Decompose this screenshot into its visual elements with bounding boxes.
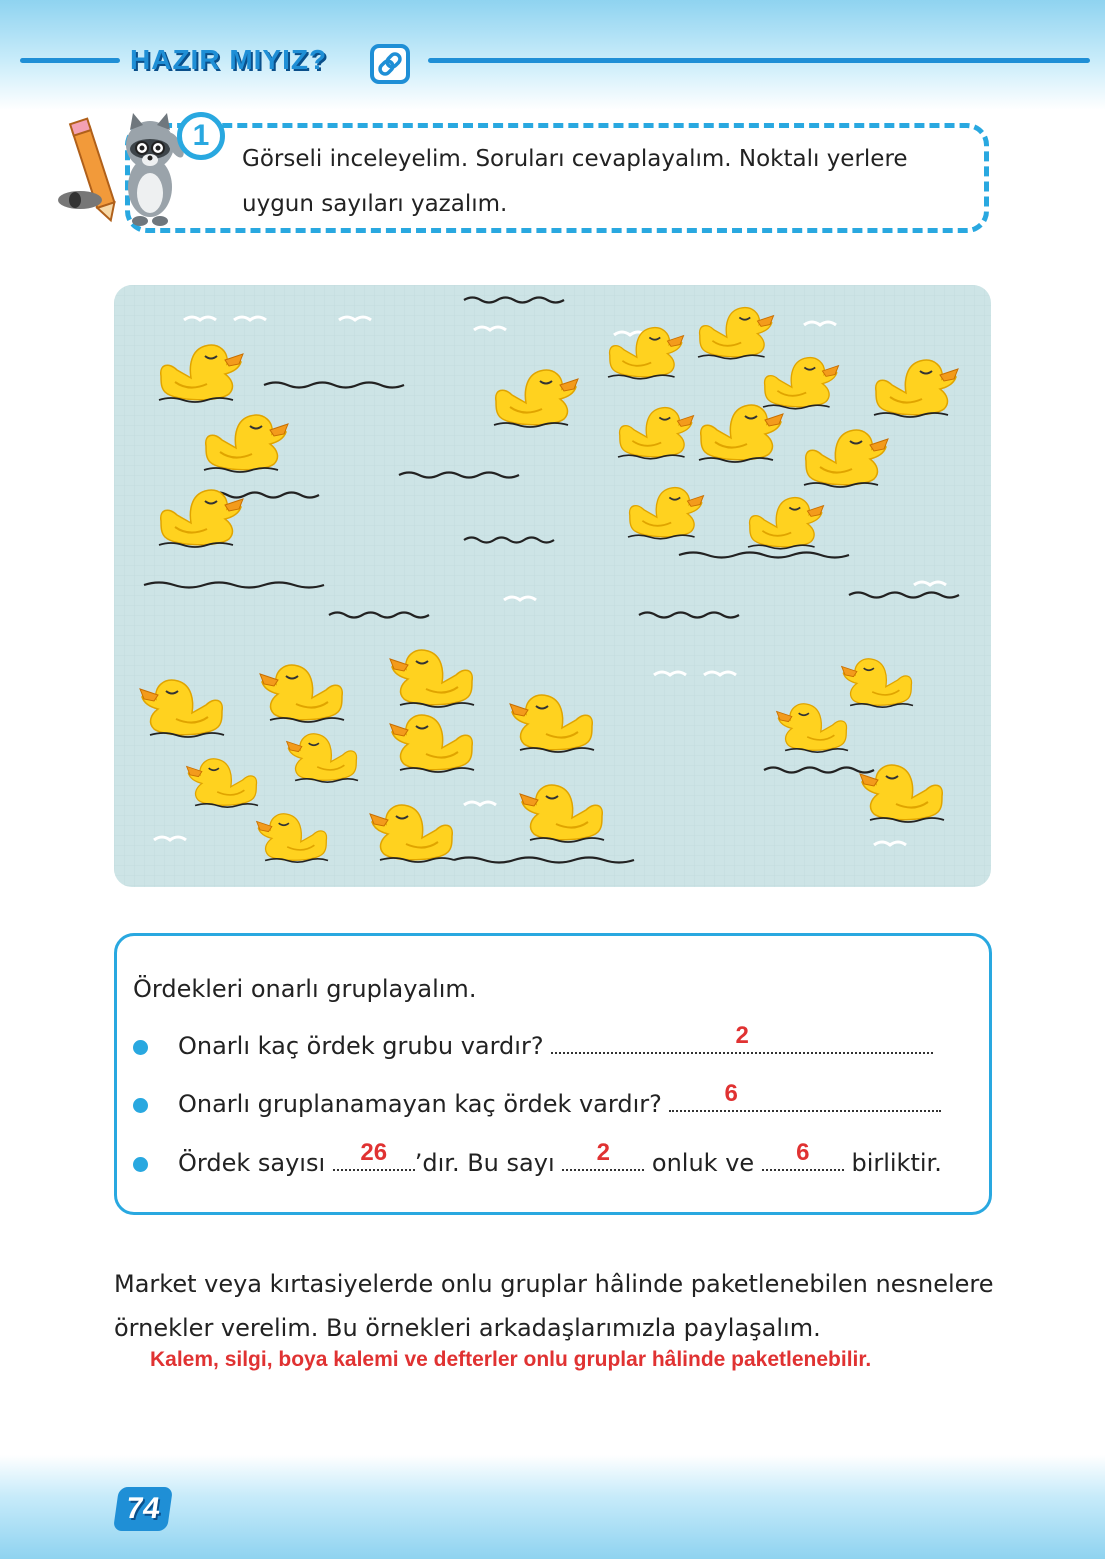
link-icon (370, 44, 410, 84)
question-1-text: Onarlı kaç ördek grubu vardır? (178, 1032, 544, 1060)
discussion-paragraph: Market veya kırtasiyelerde onlu gruplar hâlinde paketlenebilen nesnelere örnekler verelim. Bu örnekleri arkadaşlarımızla paylaşalım. (114, 1270, 994, 1342)
header-line-left (20, 58, 120, 63)
question-3-part1: Ördek sayısı (178, 1149, 326, 1177)
question-2-text: Onarlı gruplanamayan kaç ördek vardır? (178, 1090, 662, 1118)
question-3-part2: ’dır. Bu sayı (414, 1149, 555, 1177)
question-1 (178, 1022, 933, 1060)
answer-field-2[interactable] (669, 1080, 941, 1112)
questions-intro: Ördekleri onarlı gruplayalım. (133, 975, 477, 1003)
bullet-3 (133, 1157, 148, 1172)
answer-text: Kalem, silgi, boya kalemi ve defterler onlu gruplar hâlinde paketlenebilir. (150, 1348, 872, 1371)
page-number: 74 (113, 1487, 173, 1531)
instruction-text: Görseli inceleyelim. Soruları cevaplayalım. Noktalı yerlere uygun sayıları yazalım. (242, 146, 908, 217)
question-3-part4: birliktir. (851, 1149, 942, 1177)
duck-pond-illustration (114, 285, 991, 887)
answer-field-1[interactable] (551, 1022, 933, 1054)
answer-field-3c[interactable] (762, 1139, 844, 1171)
answer-3b: 2 (596, 1139, 610, 1166)
header-line-right (428, 58, 1090, 63)
question-2 (178, 1080, 941, 1118)
question-3-part3: onluk ve (651, 1149, 755, 1177)
answer-field-3a[interactable] (333, 1139, 415, 1171)
answer-2: 6 (724, 1080, 738, 1107)
bullet-1 (133, 1040, 148, 1055)
raccoon-mascot (55, 105, 195, 230)
question-3 (178, 1139, 942, 1177)
page-title: HAZIR MIYIZ? (130, 44, 328, 75)
answer-3c: 6 (796, 1139, 810, 1166)
activity-number: 1 (177, 112, 225, 160)
answer-1: 2 (735, 1022, 749, 1049)
answer-3a: 26 (360, 1139, 388, 1166)
bullet-2 (133, 1098, 148, 1113)
answer-field-3b[interactable] (562, 1139, 644, 1171)
